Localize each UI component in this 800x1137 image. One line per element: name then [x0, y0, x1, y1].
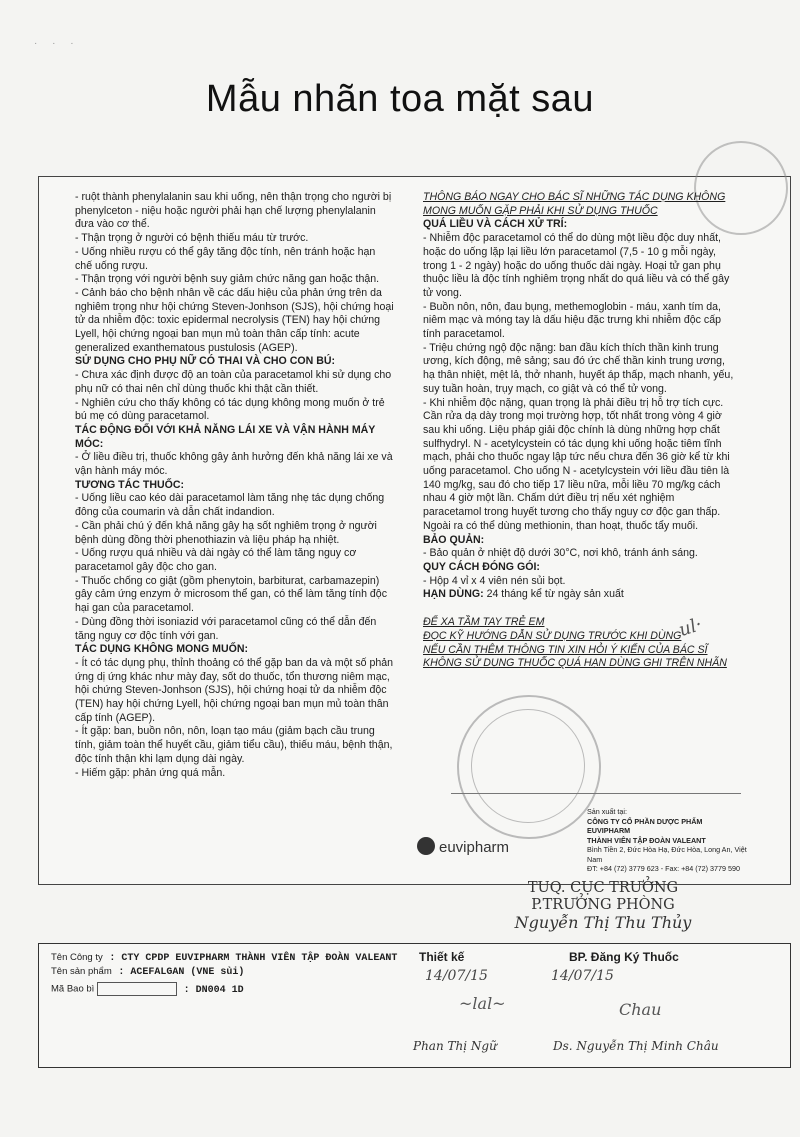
approval-title-2: P.TRƯỞNG PHÒNG — [531, 897, 675, 913]
storage-heading: BẢO QUẢN: — [423, 533, 485, 546]
product-value: : ACEFALGAN (VNE sủi) — [118, 967, 245, 978]
section-heading: TÁC ĐỘNG ĐỐI VỚI KHẢ NĂNG LÁI XE VÀ VẬN HÀNH MÁY MÓC: — [75, 423, 376, 450]
paragraph: - Nghiên cứu cho thấy không có tác dụng không mong muốn ở trẻ bú mẹ có dùng paracetamol. — [75, 396, 385, 423]
overdose-item: - Buồn nôn, nôn, đau bụng, methemoglobin - máu, xanh tím da, niêm mạc và móng tay là dấu hiệu đặc trưng khi nhiễm độc cấp tính paracetamol. — [423, 300, 721, 341]
manufacturer-line: CÔNG TY CỔ PHẦN DƯỢC PHẨM EUVIPHARM — [587, 816, 703, 835]
overdose-list — [423, 232, 735, 533]
design-signer: Phan Thị Ngữ — [413, 1039, 497, 1053]
approval-signer: Nguyễn Thị Thu Thủy — [514, 913, 692, 932]
paragraph: - Hiếm gặp: phản ứng quá mẫn. — [75, 766, 226, 779]
manufacturer-block — [417, 807, 747, 873]
paragraph: - Uống liều cao kéo dài paracetamol làm tăng nhẹ tác dụng chống đông của coumarin và dẫn chất indandion. — [75, 492, 385, 519]
paragraph: - Cảnh báo cho bệnh nhân về các dấu hiệu của phản ứng trên da nghiêm trọng như hội chứng Steven-Jonhson (SJS), hội chứng hoại tử da nhiễm độc: toxic epidermal necrolysis (TEN) hay hội chứng Lyell, hội chứng ngoại ban mụn mủ toàn thân cấp tính: acute generalized exanthematous pustulosis (AGEP). — [75, 286, 394, 354]
expiry-line — [423, 588, 735, 602]
paragraph: - Ít có tác dụng phụ, thỉnh thoảng có thể gặp ban da và một số phản ứng dị ứng khác như mày đay, sốt do thuốc, tổn thương niêm mạc, hội chứng Steven-Jonhson (SJS), hội chứng hoại tử da nhiễm độc (TEN) hay hội chứng Lyell, hội chứng ngoại ban mụn mủ toàn thân cấp tính (AGEP). — [75, 656, 394, 724]
section-heading: TƯƠNG TÁC THUỐC: — [75, 478, 185, 491]
warning-line: ĐỂ XA TẦM TAY TRẺ EM — [423, 616, 545, 629]
manufacturer-line: Sản xuất tại: — [587, 807, 627, 816]
manufacturer-info — [587, 807, 747, 874]
report-notice: THÔNG BÁO NGAY CHO BÁC SĨ NHỮNG TÁC DỤNG KHÔNG MONG MUỐN GẶP PHẢI KHI SỬ DỤNG THUỐC — [423, 191, 726, 217]
paragraph: - Thận trọng với người bệnh suy giảm chức năng gan hoặc thận. — [75, 273, 380, 286]
left-column — [75, 191, 395, 780]
code-label: Mã Bao bì — [51, 983, 95, 995]
logo-text: euvipharm — [439, 839, 510, 856]
warning-line: ĐỌC KỸ HƯỚNG DẪN SỬ DỤNG TRƯỚC KHI DÙNG — [423, 629, 682, 642]
design-date: 14/07/15 — [425, 968, 488, 984]
product-row — [51, 966, 244, 978]
storage-text: - Bảo quản ở nhiệt độ dưới 30°C, nơi khô, tránh ánh sáng. — [423, 547, 698, 560]
registration-signature: Chau — [619, 1000, 662, 1019]
manufacturer-line: ĐT: +84 (72) 3779 623 - Fax: +84 (72) 3779 590 — [587, 864, 741, 873]
corner-marks: · · · — [34, 38, 80, 49]
warning-line: KHÔNG SỬ DỤNG THUỐC QUÁ HẠN DÙNG GHI TRÊN NHÃN — [423, 657, 727, 670]
signature-line — [451, 793, 741, 794]
registration-heading: BP. Đăng Ký Thuốc — [569, 950, 679, 964]
code-box — [97, 982, 177, 996]
registration-signer: Ds. Nguyễn Thị Minh Châu — [553, 1039, 719, 1053]
manufacturer-line: Bình Tiền 2, Đức Hòa Hạ, Đức Hòa, Long An, Việt Nam — [587, 845, 747, 864]
company-value: : CTY CPDP EUVIPHARM THÀNH VIÊN TẬP ĐOÀN VALEANT — [109, 953, 398, 964]
registration-date: 14/07/15 — [551, 968, 614, 984]
paragraph: - Uống rượu quá nhiều và dài ngày có thể làm tăng nguy cơ paracetamol gây độc cho gan. — [75, 547, 357, 573]
packing-text: - Hộp 4 vỉ x 4 viên nén sủi bọt. — [423, 574, 566, 587]
paragraph: - Cần phải chú ý đến khả năng gây hạ sốt nghiêm trọng ở người bệnh dùng đồng thời phenothiazin và liệu pháp hạ nhiệt. — [75, 519, 377, 546]
code-value: : DN004 1D — [183, 984, 244, 996]
paragraph: - Thận trọng ở người có bệnh thiếu máu từ trước. — [75, 232, 309, 245]
code-row — [51, 982, 244, 996]
paragraph: - Ít gặp: ban, buồn nôn, nôn, loạn tạo máu (giảm bạch cầu trung tính, giảm toàn thể huyết cầu, giảm tiểu cầu), thiếu máu, bệnh thận, độc tính thận khi lạm dụng dài ngày. — [75, 725, 393, 765]
product-label: Tên sản phẩm — [51, 966, 112, 977]
overdose-heading: QUÁ LIỀU VÀ CÁCH XỬ TRÍ: — [423, 218, 568, 231]
paragraph: - Dùng đồng thời isoniazid với paracetamol cũng có thể dẫn đến tăng nguy cơ độc tính với gan. — [75, 615, 377, 642]
right-column — [423, 191, 735, 671]
manufacturer-line: THÀNH VIÊN TẬP ĐOÀN VALEANT — [587, 835, 706, 845]
paragraph: - Uống nhiều rượu có thể gây tăng độc tính, nên tránh hoặc hạn chế uống rượu. — [75, 245, 376, 272]
label-panel — [38, 176, 791, 885]
euvipharm-logo — [417, 837, 509, 856]
warning-line: NẾU CẦN THÊM THÔNG TIN XIN HỎI Ý KIẾN CỦA BÁC SĨ — [423, 643, 708, 656]
page-title: Mẫu nhãn toa mặt sau — [205, 78, 595, 120]
company-label: Tên Công ty — [51, 952, 103, 963]
overdose-item: - Nhiễm độc paracetamol có thể do dùng một liều độc duy nhất, hoặc do uống lặp lại liều lớn paracetamol (7,5 - 10 g mỗi ngày, trong 1 - 2 ngày) hoặc do uống thuốc dài ngày. Hoại tử gan phụ thuộc liều là độc tính nghiêm trọng nhất do quá liều và có thể gây tử vong. — [423, 232, 730, 299]
approval-block — [468, 880, 738, 931]
section-heading: TÁC DỤNG KHÔNG MONG MUỐN: — [75, 643, 249, 656]
paragraph: - ruột thành phenylalanin sau khi uống, nên thận trọng cho người bị phenylceton - niệu hoặc người phải hạn chế lượng phenylalanin đưa vào cơ thể. — [75, 191, 392, 231]
approval-footer-table — [38, 943, 791, 1068]
paragraph: - Thuốc chống co giật (gồm phenytoin, barbiturat, carbamazepin) gây cảm ứng enzym ở microsom thể gan, có thể làm tăng tính độc hại gan của paracetamol. — [75, 574, 387, 615]
overdose-item: - Khi nhiễm độc nặng, quan trọng là phải điều trị hỗ trợ tích cực. Cần rửa dạ dày trong mọi trường hợp, tốt nhất trong vòng 4 giờ sau khi uống. Liệu pháp giải độc chính là dùng những hợp chất sulfhydryl. N - acetylcystein có tác dụng khi uống hoặc tiêm tĩnh mạch, phải cho thuốc ngay lập tức nếu chưa đến 36 giờ kể từ khi uống paracetamol. Cho uống N - acetylcystein với liều đầu tiên là 140 mg/kg, sau đó cho tiếp 17 liều nữa, mỗi liều 70 mg/kg cách nhau 4 giờ một lần. Chấm dứt điều trị nếu xét nghiệm paracetamol trong huyết tương cho thấy nguy cơ độc gan thấp. Ngoài ra có thể dùng methionin, than hoạt, thuốc tẩy muối. — [423, 396, 730, 532]
handwritten-signature: ul· — [676, 613, 705, 642]
section-heading: SỬ DỤNG CHO PHỤ NỮ CÓ THAI VÀ CHO CON BÚ: — [75, 355, 336, 368]
expiry-text: 24 tháng kể từ ngày sản xuất — [483, 588, 624, 601]
design-signature: ~lal~ — [459, 994, 506, 1013]
design-heading: Thiết kế — [419, 950, 465, 964]
packing-heading: QUY CÁCH ĐÓNG GÓI: — [423, 560, 540, 573]
company-row — [51, 952, 397, 964]
logo-icon — [417, 837, 435, 855]
approval-title-1: TUQ. CỤC TRƯỞNG — [527, 880, 679, 896]
overdose-item: - Triệu chứng ngộ độc nặng: ban đầu kích thích thần kinh trung ương, kích động, mê sảng; sau đó ức chế thần kinh trung ương, hạ thân nhiệt, mệt lả, thở nhanh, huyết áp thấp, mạch nhanh, yếu, suy tuần hoàn, trụy mạch, co giật và có thể tử vong. — [423, 341, 734, 395]
paragraph: - Chưa xác định được độ an toàn của paracetamol khi sử dụng cho phụ nữ có thai nên chỉ dùng thuốc khi thật cần thiết. — [75, 369, 392, 395]
expiry-label: HẠN DÙNG: — [423, 588, 484, 601]
paragraph: - Ở liều điều trị, thuốc không gây ảnh hưởng đến khả năng lái xe và vận hành máy móc. — [75, 451, 393, 478]
